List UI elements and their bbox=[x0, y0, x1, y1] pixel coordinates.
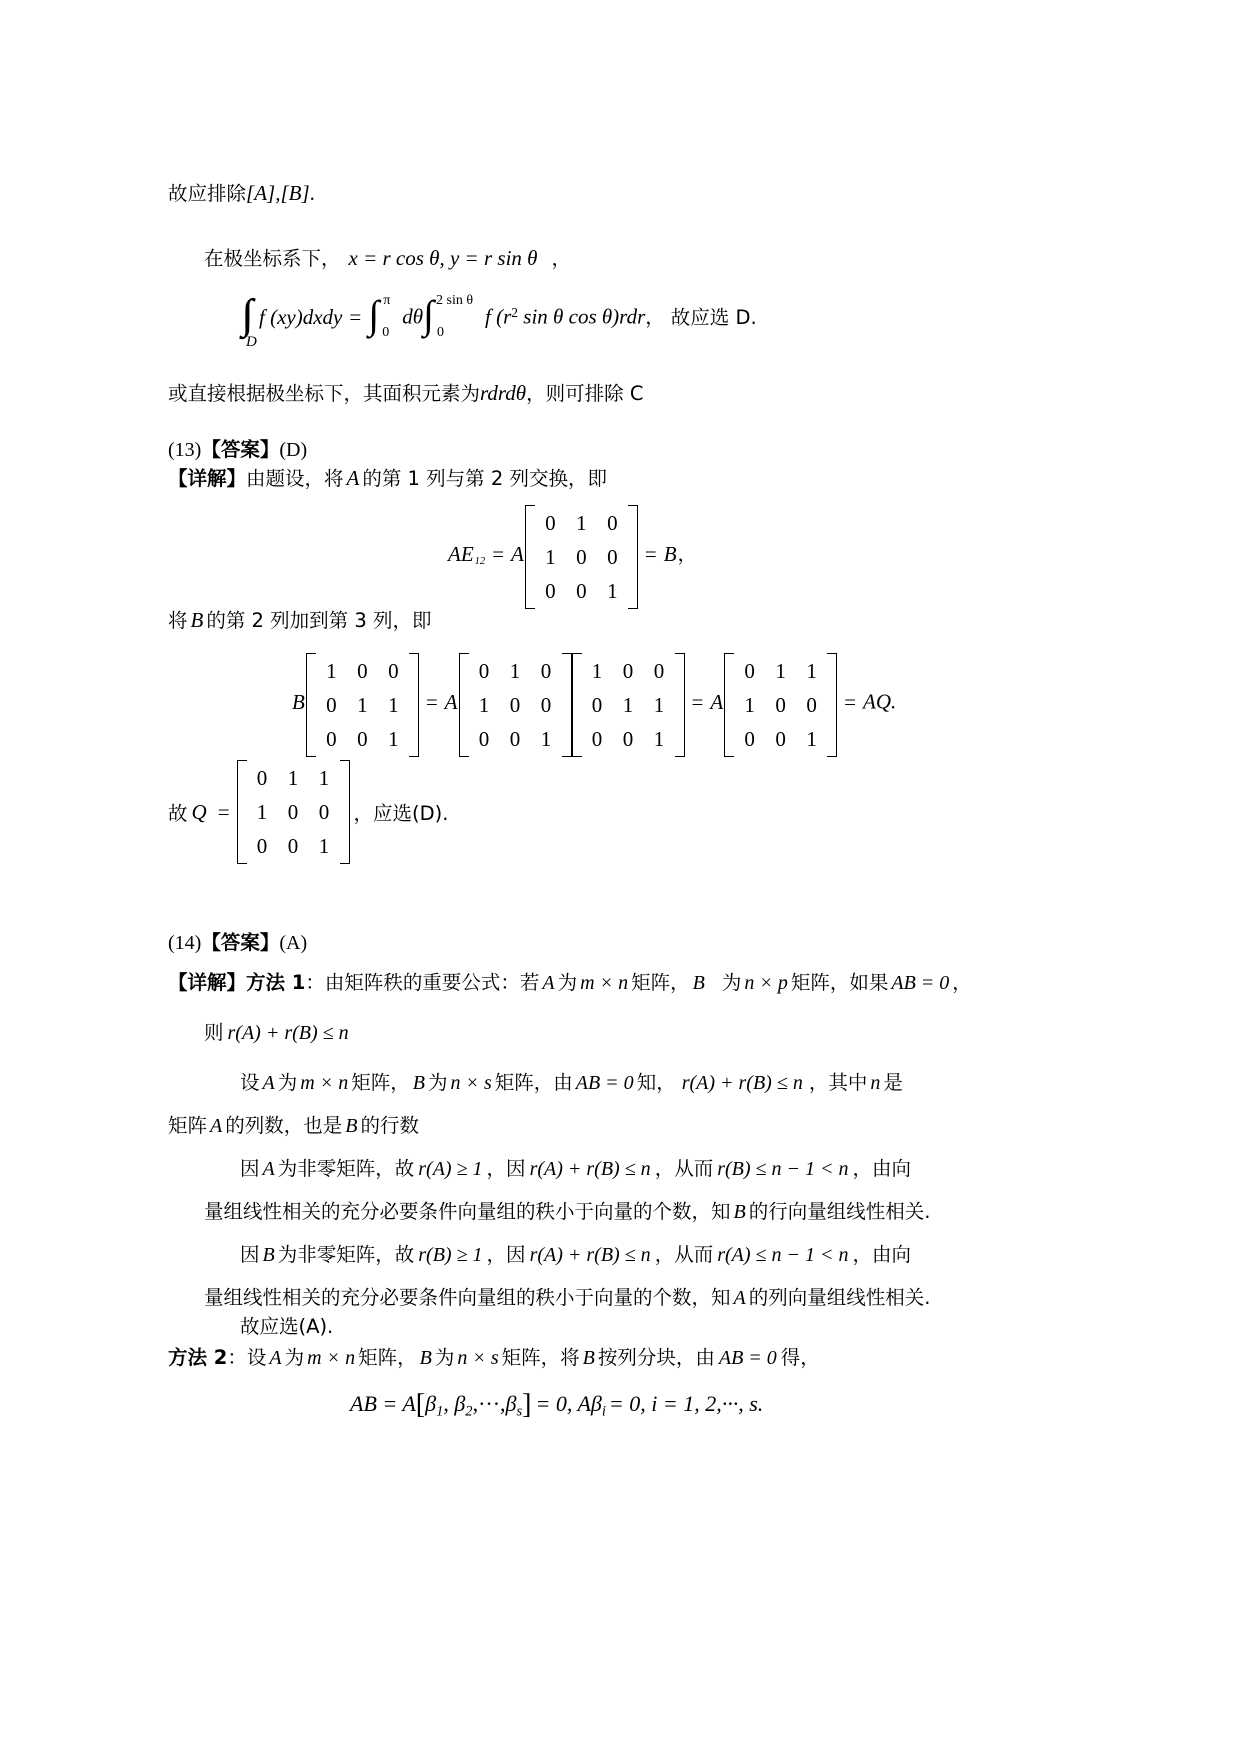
area-elem-a: 或直接根据极坐标下，其面积元素为 bbox=[168, 382, 481, 405]
q14-method1-line8 bbox=[204, 1283, 930, 1314]
matrix-cell: 0 bbox=[775, 693, 786, 718]
m2-l1-var-b2: B bbox=[582, 1347, 595, 1369]
m2-eq-dots: ,···, bbox=[472, 1391, 506, 1416]
inner-integral bbox=[423, 292, 485, 340]
matrix-cell: 0 bbox=[591, 693, 603, 718]
matrix-cell: 1 bbox=[653, 693, 665, 718]
matrix-row bbox=[247, 795, 340, 829]
matrix-cell: 1 bbox=[540, 727, 552, 752]
matrix-row bbox=[535, 506, 628, 540]
eq2-equals-c: = bbox=[844, 689, 857, 714]
matrix-cell: 1 bbox=[576, 511, 587, 535]
conclusion-lead: 故 bbox=[168, 802, 188, 826]
q13-equation-2 bbox=[292, 653, 896, 757]
m1-l4-b: 的列数，也是 bbox=[225, 1114, 343, 1137]
q14-method1-line4 bbox=[168, 1111, 419, 1142]
m1-l1-c: 矩阵， bbox=[631, 971, 690, 994]
m1-l4-a: 矩阵 bbox=[168, 1114, 208, 1137]
area-elem-formula: rdrdθ bbox=[480, 381, 527, 405]
matrix-row bbox=[247, 829, 340, 863]
q13-equation-1 bbox=[448, 505, 697, 609]
matrix-row bbox=[582, 722, 675, 756]
matrix-cell: 0 bbox=[509, 727, 521, 752]
m2-l1-var-b: B bbox=[419, 1347, 432, 1369]
integral-glyph: ∫ bbox=[423, 292, 434, 337]
m1-l7-var-b: B bbox=[262, 1244, 275, 1266]
eq1-equals-1: = bbox=[492, 541, 505, 566]
m2-eq-beta1-sub: 1 bbox=[436, 1403, 444, 1420]
matrix-cell: 0 bbox=[545, 579, 556, 604]
outer-integral bbox=[368, 292, 402, 340]
matrix-cell: 1 bbox=[388, 727, 399, 752]
m2-eq-beta1: β bbox=[425, 1391, 437, 1416]
m2-eq-beta2: β bbox=[454, 1391, 466, 1416]
bracket-left bbox=[724, 653, 734, 757]
matrix-cell: 0 bbox=[622, 727, 634, 752]
m1-l3-n: n bbox=[870, 1072, 881, 1094]
q14-method1-line3 bbox=[240, 1068, 903, 1099]
m1-l7-a: 因 bbox=[240, 1243, 260, 1266]
q14-answer-label: 【答案】 bbox=[201, 931, 280, 954]
line1-bracket-b: [B] bbox=[280, 181, 310, 205]
q13-detail-label: 【详解】 bbox=[168, 467, 247, 490]
matrix-cell: 0 bbox=[576, 579, 587, 604]
bracket-right bbox=[827, 653, 837, 757]
line1-period: . bbox=[309, 181, 315, 205]
matrix-cell: 1 bbox=[287, 766, 299, 790]
m1-l6-a: 量组线性相关的充分必要条件向量组的秩小于向量的个数，知 bbox=[204, 1200, 731, 1223]
double-integral-symbol bbox=[242, 301, 257, 350]
inner-exponent: 2 bbox=[511, 304, 519, 320]
q13-var-a: A bbox=[346, 466, 360, 490]
m1-l3-f: 知， bbox=[636, 1071, 676, 1094]
integral-glyph: ∫ bbox=[368, 292, 380, 337]
bracket-left-icon: [ bbox=[415, 1389, 426, 1420]
q13-answer-line bbox=[168, 435, 307, 466]
m1-l3-a: 设 bbox=[240, 1071, 260, 1094]
eq1-rhs: B bbox=[663, 541, 677, 566]
m2-eq-betas-sub: s bbox=[516, 1403, 523, 1420]
m2-eq-betas: β bbox=[505, 1391, 517, 1416]
m2-l1-e: 矩阵，将 bbox=[501, 1346, 580, 1369]
matrix-cell: 1 bbox=[806, 727, 817, 752]
matrix-cell: 0 bbox=[478, 727, 490, 752]
matrix-cell: 1 bbox=[607, 579, 618, 604]
d-theta: dθ bbox=[402, 304, 424, 329]
m1-l3-g: ，其中 bbox=[808, 1071, 868, 1094]
m1-l1-var-a: A bbox=[542, 972, 555, 994]
m1-l4-var-b: B bbox=[345, 1115, 358, 1137]
eq2-pre-label: B bbox=[292, 689, 305, 714]
q13-answer-label: 【答案】 bbox=[201, 438, 280, 461]
m2-l1-g: 得， bbox=[780, 1346, 820, 1369]
q14-answer: (A) bbox=[279, 932, 308, 954]
integral-tail: 故应选 D. bbox=[670, 305, 757, 329]
q13-mid-t2: 的第 2 列加到第 3 列，即 bbox=[206, 609, 432, 632]
matrix-cell: 0 bbox=[576, 545, 587, 570]
matrix-row bbox=[734, 722, 827, 756]
conclusion-var-q: Q bbox=[191, 799, 207, 824]
q14-final-equation bbox=[350, 1384, 763, 1426]
q13-mid-t1: 将 bbox=[168, 609, 188, 632]
matrix-cell: 0 bbox=[287, 834, 299, 859]
bracket-right bbox=[409, 653, 419, 757]
m1-l3-rank: r(A) + r(B) ≤ n bbox=[681, 1072, 803, 1094]
m2-l1-ab: AB = 0 bbox=[718, 1347, 777, 1369]
matrix-cell: 0 bbox=[806, 693, 817, 718]
m1-l3-var-a: A bbox=[262, 1072, 275, 1094]
polar-comma: ， bbox=[551, 247, 571, 270]
m1-l3-ab: AB = 0 bbox=[575, 1072, 634, 1094]
matrix-cell: 0 bbox=[318, 800, 330, 825]
matrix-cell: 1 bbox=[775, 659, 786, 683]
m1-l3-b: 为 bbox=[277, 1071, 298, 1094]
matrix-cell: 1 bbox=[256, 800, 268, 825]
bracket-right bbox=[675, 653, 685, 757]
matrix-cell: 0 bbox=[256, 766, 268, 790]
m2-l1-f: 按列分块，由 bbox=[597, 1346, 715, 1369]
matrix-cell: 1 bbox=[653, 727, 665, 752]
m2-l1-ns: n × s bbox=[457, 1347, 499, 1369]
eq1-factor: A bbox=[511, 541, 524, 566]
outer-upper-limit: π bbox=[383, 293, 391, 308]
m2-l1-d: 为 bbox=[434, 1346, 455, 1369]
eq1-lhs-subscript: 12 bbox=[474, 556, 486, 568]
m1-l7-ra: r(A) ≤ n − 1 < n bbox=[717, 1244, 849, 1266]
integral-equation bbox=[242, 292, 757, 350]
matrix-cell: 1 bbox=[806, 659, 817, 683]
m1-l9: 故应选(A). bbox=[240, 1315, 334, 1338]
m1-l5-rb: r(B) ≤ n − 1 < n bbox=[717, 1158, 849, 1180]
conclusion-tail: ，应选(D). bbox=[353, 802, 449, 826]
q13-answer: (D) bbox=[279, 439, 308, 461]
m2-l1-mn: m × n bbox=[307, 1347, 356, 1369]
m1-l1-d: 为 bbox=[721, 971, 742, 994]
m1-l5-ra: r(A) ≥ 1 bbox=[418, 1158, 483, 1180]
matrix-rows bbox=[469, 653, 562, 757]
bracket-left bbox=[306, 653, 316, 757]
m1-l3-e: 矩阵，由 bbox=[494, 1071, 573, 1094]
integral-tail-comma: ， bbox=[645, 305, 665, 329]
inner-lower-limit: 0 bbox=[437, 325, 445, 340]
eq2-matrix-3 bbox=[572, 653, 685, 757]
q13-mid-var-b: B bbox=[190, 608, 204, 632]
q14-method1-line7 bbox=[240, 1240, 911, 1271]
matrix-row bbox=[469, 654, 562, 688]
m1-l3-mn: m × n bbox=[300, 1072, 349, 1094]
polar-formula: x = r cos θ, y = r sin θ bbox=[348, 246, 538, 270]
matrix-rows bbox=[316, 653, 409, 757]
m1-l5-b: 为非零矩阵，故 bbox=[277, 1157, 415, 1180]
eq2-equals-b: = bbox=[691, 689, 704, 714]
m1-l3-c: 矩阵， bbox=[351, 1071, 410, 1094]
matrix-row bbox=[469, 722, 562, 756]
area-elem-b: ，则可排除 C bbox=[526, 382, 644, 405]
matrix-cell: 0 bbox=[545, 511, 556, 535]
matrix-cell: 0 bbox=[622, 659, 634, 683]
matrix-row bbox=[469, 688, 562, 722]
m2-l1-var-a: A bbox=[269, 1347, 282, 1369]
m1-l4-c: 的行数 bbox=[360, 1114, 419, 1137]
matrix-cell: 0 bbox=[607, 545, 618, 570]
m1-l8-a: 量组线性相关的充分必要条件向量组的秩小于向量的个数，知 bbox=[204, 1286, 731, 1309]
matrix-cell: 0 bbox=[287, 800, 299, 825]
inner-upper-limit: 2 sin θ bbox=[436, 293, 474, 308]
matrix-cell: 0 bbox=[607, 511, 618, 535]
conclusion-matrix bbox=[237, 760, 350, 864]
matrix-rows bbox=[734, 653, 827, 757]
matrix-row bbox=[734, 654, 827, 688]
matrix-cell: 0 bbox=[509, 693, 521, 718]
matrix-cell: 0 bbox=[357, 727, 368, 752]
polar-lead: 在极坐标系下， bbox=[204, 247, 341, 270]
m1-l5-rank: r(A) + r(B) ≤ n bbox=[529, 1158, 651, 1180]
m1-l1-ab: AB = 0 bbox=[891, 972, 950, 994]
matrix-cell: 0 bbox=[744, 727, 755, 752]
matrix-row bbox=[247, 761, 340, 795]
m1-l5-d: ，从而 bbox=[654, 1157, 714, 1180]
m1-l3-ns: n × s bbox=[450, 1072, 492, 1094]
eq1-matrix bbox=[525, 505, 638, 609]
bracket-right bbox=[628, 505, 638, 609]
m1-l1-f: ， bbox=[952, 971, 972, 994]
m1-l8-b: 的列向量组线性相关. bbox=[748, 1286, 931, 1309]
eq2-rhs: AQ. bbox=[863, 689, 897, 714]
method2-colon: ： bbox=[227, 1346, 247, 1369]
matrix-row bbox=[316, 722, 409, 756]
matrix-cell: 0 bbox=[326, 727, 337, 752]
matrix-cell: 0 bbox=[357, 659, 368, 683]
bracket-left bbox=[525, 505, 535, 609]
eq1-comma: ， bbox=[677, 542, 698, 566]
matrix-row bbox=[535, 574, 628, 608]
eq1-lhs-label: AE bbox=[448, 541, 474, 566]
q14-method1-line5 bbox=[240, 1154, 911, 1185]
m1-l7-d: ，从而 bbox=[654, 1243, 714, 1266]
q13-detail-t2: 的第 1 列与第 2 列交换，即 bbox=[362, 467, 607, 490]
eq2-matrix-1 bbox=[306, 653, 419, 757]
matrix-cell: 0 bbox=[744, 659, 755, 683]
q14-method1-line9 bbox=[240, 1312, 333, 1343]
matrix-cell: 0 bbox=[256, 834, 268, 859]
m2-eq-beta2-sub: 2 bbox=[465, 1403, 473, 1420]
integral-equals: = bbox=[349, 304, 362, 329]
m1-l5-var-a: A bbox=[262, 1158, 275, 1180]
inner-integrand-head: f (r bbox=[485, 304, 512, 329]
m2-l1-a: 设 bbox=[246, 1346, 267, 1369]
q14-method2-line1 bbox=[168, 1343, 820, 1374]
matrix-cell: 1 bbox=[388, 693, 399, 718]
q13-mid-text bbox=[168, 605, 431, 637]
m2-eq-sep-1: , bbox=[443, 1391, 455, 1416]
m1-l6-b: 的行向量组线性相关. bbox=[748, 1200, 931, 1223]
m1-l8-var-a: A bbox=[733, 1287, 746, 1309]
eq2-equals-a: = bbox=[425, 689, 438, 714]
matrix-rows bbox=[247, 760, 340, 864]
line-polar-coords bbox=[204, 243, 571, 275]
method2-label: 方法 2 bbox=[168, 1346, 228, 1369]
matrix-cell: 0 bbox=[591, 727, 603, 752]
matrix-row bbox=[535, 540, 628, 574]
matrix-cell: 0 bbox=[775, 727, 786, 752]
matrix-cell: 0 bbox=[326, 693, 337, 718]
m1-l5-e: ，由向 bbox=[852, 1157, 912, 1180]
method1-colon: ： bbox=[305, 971, 325, 994]
bracket-left bbox=[459, 653, 469, 757]
q13-detail-t1: 由题设，将 bbox=[246, 467, 344, 490]
solution-page bbox=[168, 0, 1072, 1754]
m1-l7-rank: r(A) + r(B) ≤ n bbox=[529, 1244, 651, 1266]
line1-text: 故应排除 bbox=[168, 182, 247, 205]
m2-eq-rhs: = 0, Aβ bbox=[535, 1391, 602, 1416]
eq2-label-a: A bbox=[444, 689, 458, 714]
eq2-matrix-4 bbox=[724, 653, 837, 757]
q13-number: (13) bbox=[168, 439, 202, 461]
q14-answer-line bbox=[168, 928, 307, 959]
bracket-right-icon: ] bbox=[522, 1389, 532, 1420]
matrix-cell: 1 bbox=[591, 659, 603, 683]
outer-lower-limit: 0 bbox=[382, 325, 390, 340]
eq2-label-b: A bbox=[710, 689, 724, 714]
m1-l1-np: n × p bbox=[744, 972, 788, 994]
matrix-cell: 0 bbox=[478, 659, 490, 683]
m1-l5-a: 因 bbox=[240, 1157, 260, 1180]
m1-l5-c: ，因 bbox=[486, 1157, 526, 1180]
m2-eq-rhs2: = 0, i = 1, 2,···, s. bbox=[608, 1391, 764, 1416]
matrix-row bbox=[734, 688, 827, 722]
m1-l3-h: 是 bbox=[883, 1071, 903, 1094]
m1-l1-mn: m × n bbox=[580, 972, 629, 994]
bracket-right bbox=[562, 653, 572, 757]
matrix-row bbox=[316, 688, 409, 722]
m1-l6-var-b: B bbox=[733, 1201, 746, 1223]
line1-bracket-a: [A], bbox=[246, 181, 281, 205]
q14-method1-line2 bbox=[204, 1018, 349, 1049]
q14-method1-line6 bbox=[204, 1197, 930, 1228]
matrix-cell: 0 bbox=[540, 693, 552, 718]
m1-l3-d: 为 bbox=[427, 1071, 448, 1094]
matrix-cell: 1 bbox=[545, 545, 556, 570]
matrix-cell: 1 bbox=[622, 693, 634, 718]
m1-l2-a: 则 bbox=[204, 1021, 224, 1044]
integrand-lhs: f (xy)dxdy bbox=[259, 304, 343, 329]
line-area-element bbox=[168, 378, 643, 410]
inner-integrand-rest: sin θ cos θ)rdr bbox=[518, 304, 646, 329]
m1-l1-a: 由矩阵秩的重要公式：若 bbox=[324, 971, 540, 994]
m1-l2-formula: r(A) + r(B) ≤ n bbox=[227, 1022, 349, 1044]
m1-l1-e: 矩阵，如果 bbox=[790, 971, 889, 994]
eq1-equals-2: = bbox=[644, 541, 657, 566]
bracket-right bbox=[340, 760, 350, 864]
matrix-cell: 1 bbox=[357, 693, 368, 718]
matrix-cell: 1 bbox=[326, 659, 337, 683]
matrix-cell: 0 bbox=[653, 659, 665, 683]
m2-eq-lhs: AB = A bbox=[350, 1391, 416, 1416]
bracket-left bbox=[237, 760, 247, 864]
matrix-rows bbox=[582, 653, 675, 757]
matrix-rows bbox=[535, 505, 628, 609]
m2-l1-b: 为 bbox=[284, 1346, 305, 1369]
method1-label: 方法 1 bbox=[246, 971, 306, 994]
matrix-row bbox=[316, 654, 409, 688]
m1-l4-var-a: A bbox=[210, 1115, 223, 1137]
matrix-cell: 0 bbox=[388, 659, 399, 683]
m1-l7-c: ，因 bbox=[486, 1243, 526, 1266]
q13-detail-line bbox=[168, 463, 607, 495]
m1-l1-b: 为 bbox=[557, 971, 578, 994]
matrix-cell: 1 bbox=[509, 659, 521, 683]
matrix-cell: 1 bbox=[318, 766, 330, 790]
q14-detail-label: 【详解】 bbox=[168, 971, 247, 994]
m2-l1-c: 矩阵， bbox=[358, 1346, 417, 1369]
m2-eq-rhs-sub: i bbox=[601, 1403, 606, 1420]
m1-l7-b: 为非零矩阵，故 bbox=[277, 1243, 415, 1266]
m1-l3-var-b: B bbox=[412, 1072, 425, 1094]
eq2-matrix-2 bbox=[459, 653, 572, 757]
q13-conclusion bbox=[168, 760, 448, 864]
m1-l7-e: ，由向 bbox=[852, 1243, 912, 1266]
matrix-row bbox=[582, 688, 675, 722]
conclusion-equals: = bbox=[217, 799, 230, 824]
matrix-cell: 1 bbox=[478, 693, 490, 718]
line-exclude-ab bbox=[168, 178, 315, 210]
bracket-left bbox=[572, 653, 582, 757]
matrix-row bbox=[582, 654, 675, 688]
integral-domain-label: D bbox=[246, 333, 257, 350]
q14-number: (14) bbox=[168, 932, 202, 954]
m1-l7-rb: r(B) ≥ 1 bbox=[418, 1244, 483, 1266]
matrix-cell: 0 bbox=[540, 659, 552, 683]
m1-l1-var-b: B bbox=[692, 972, 705, 994]
q14-method1-line1 bbox=[168, 968, 972, 999]
matrix-cell: 1 bbox=[744, 693, 755, 718]
matrix-cell: 1 bbox=[318, 834, 330, 859]
